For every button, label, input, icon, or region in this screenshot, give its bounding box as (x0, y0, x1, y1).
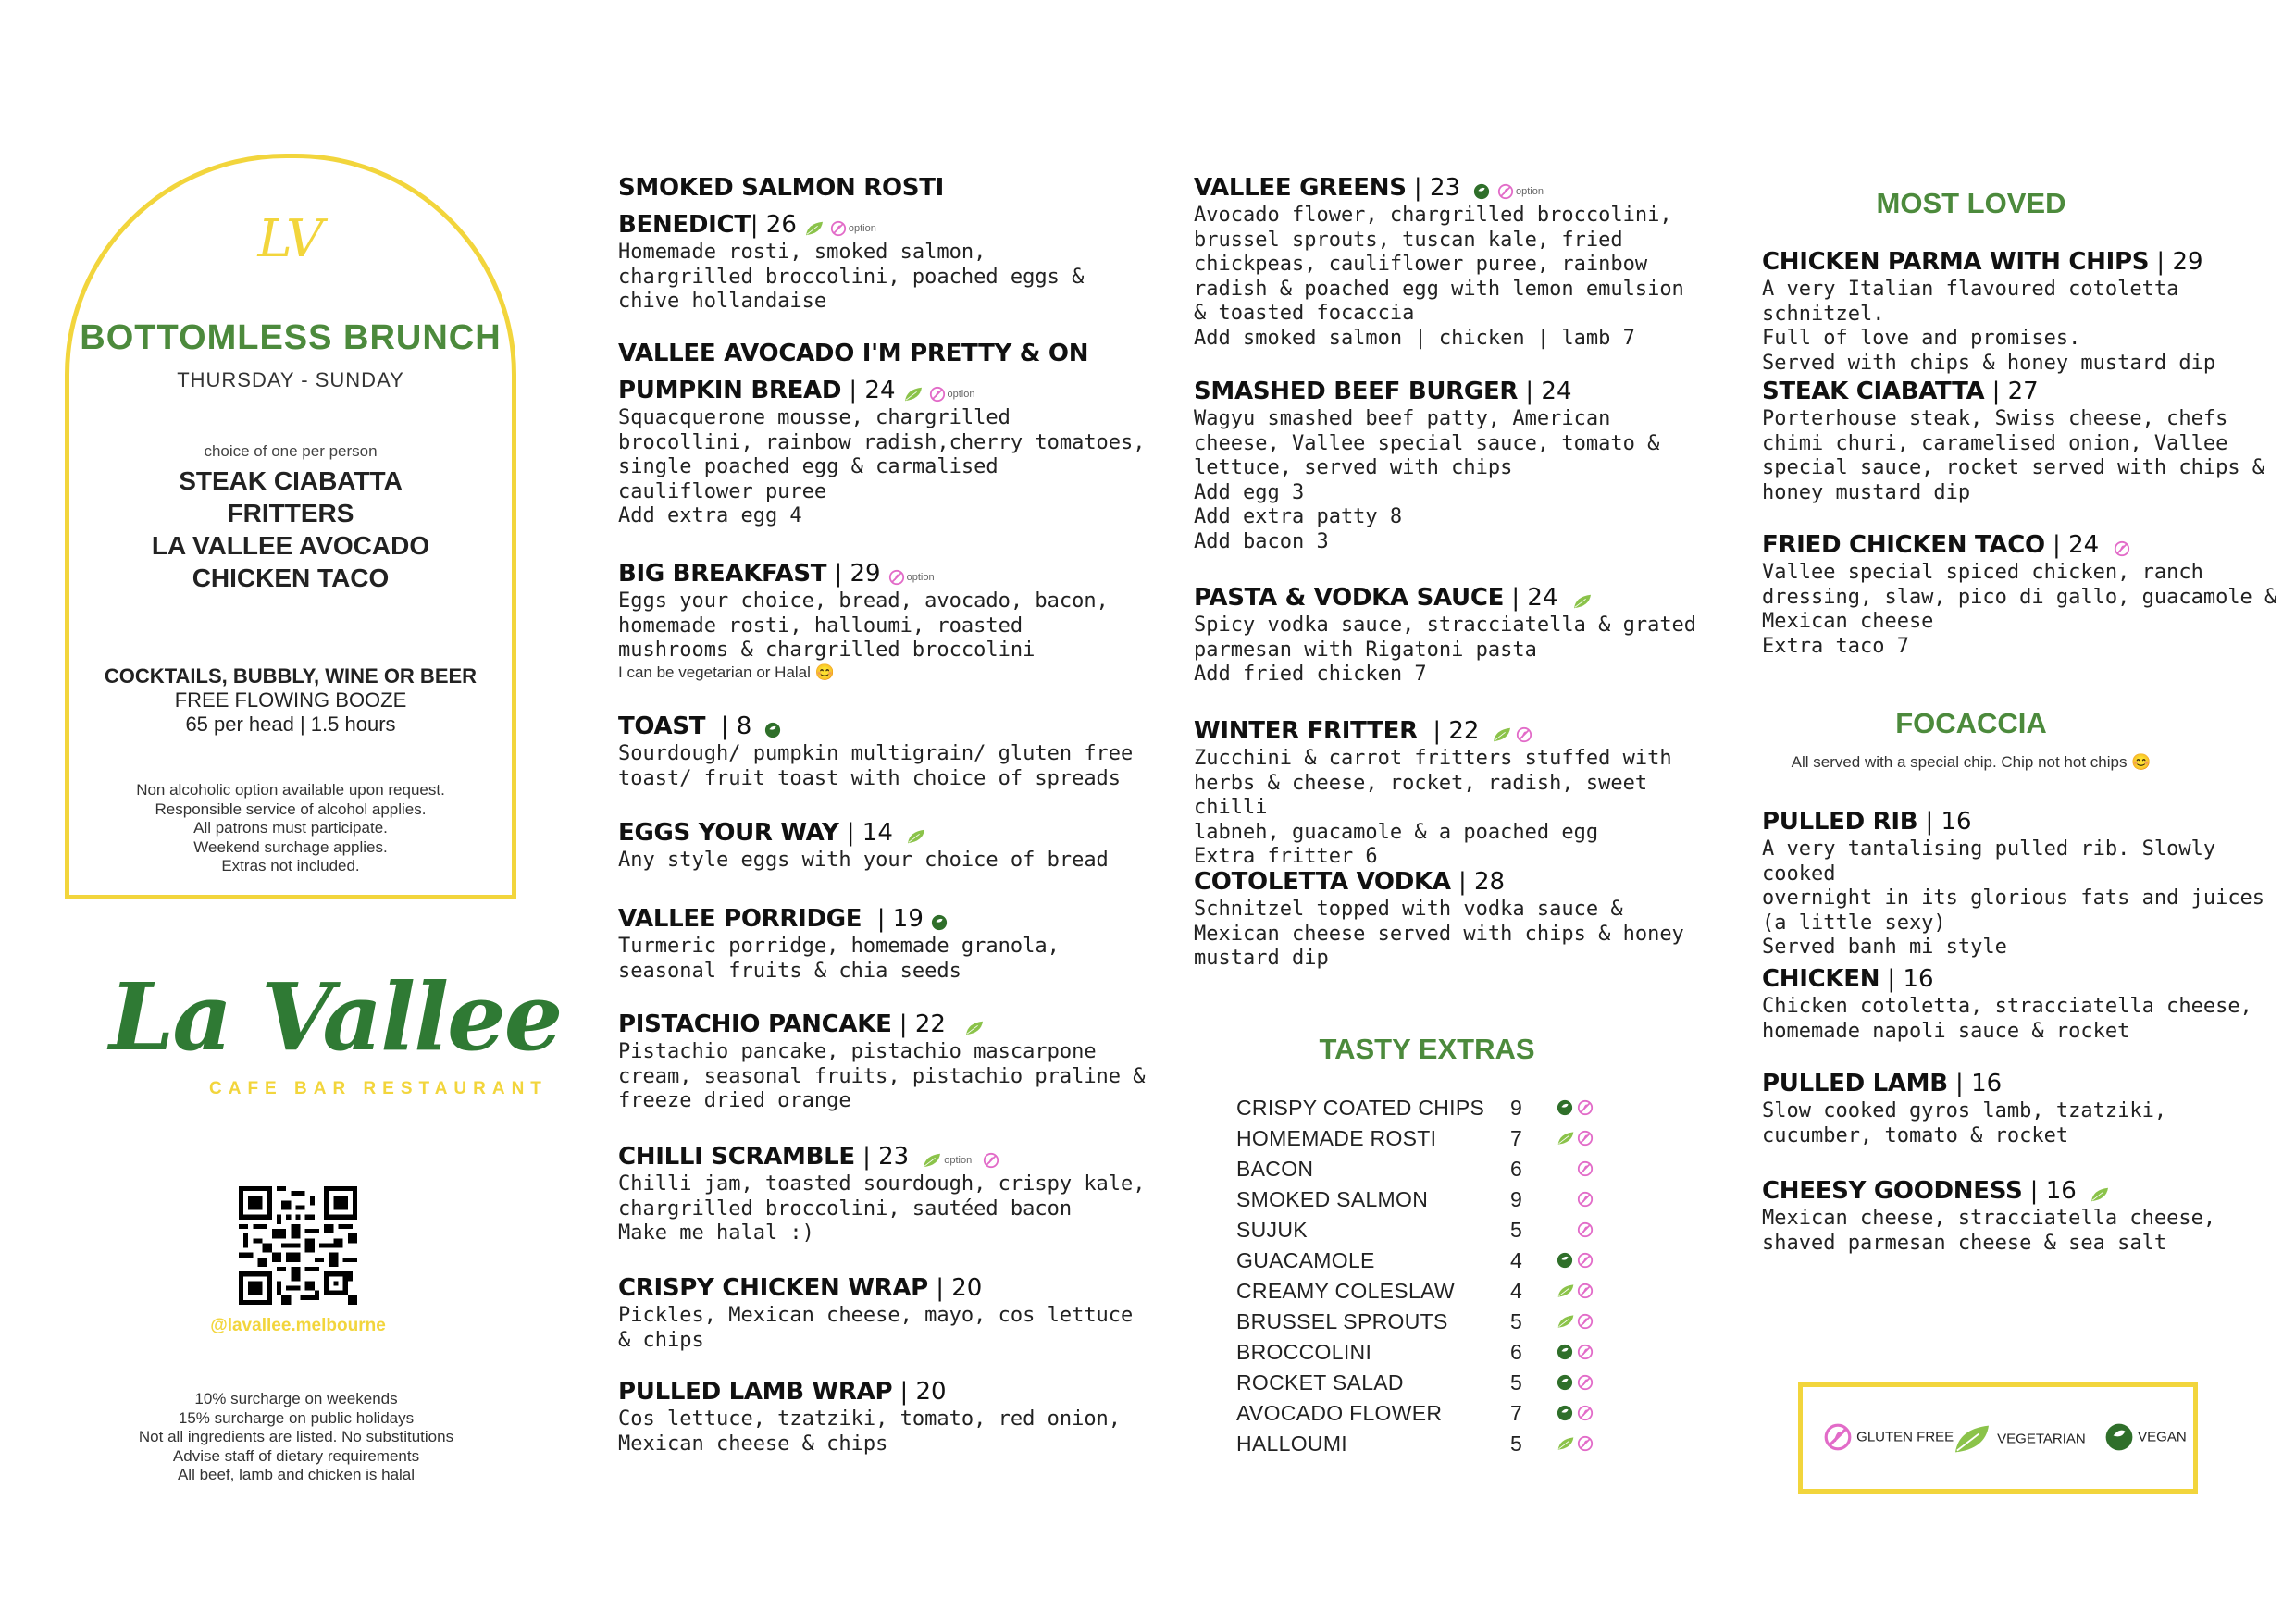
menu-item (1194, 584, 1696, 688)
vegetarian-icon (1492, 726, 1512, 743)
vegetarian-icon (1951, 1422, 1993, 1456)
desc-line: Served with chips & honey mustard dip (1762, 351, 2216, 375)
item-name: TOAST (618, 713, 706, 740)
item-name: PASTA & VODKA SAUCE (1194, 584, 1505, 612)
desc-line: Extra taco 7 (1762, 634, 1909, 658)
extra-price: 6 (1510, 1157, 1522, 1181)
item-price: | 23 (854, 1143, 910, 1171)
lv-monogram: LV (257, 209, 324, 269)
extra-diet-icons (1557, 1281, 1612, 1305)
desc-line: (a little sexy) (1762, 911, 1946, 935)
desc-line: toast/ fruit toast with choice of spreads (618, 766, 1122, 790)
booze-line: FREE FLOWING BOOZE (174, 688, 407, 712)
desc-line: Zucchini & carrot fritters stuffed with (1194, 747, 1672, 770)
gluten-free-icon (1577, 1160, 1594, 1177)
gluten-free-icon (1516, 726, 1532, 743)
menu-item (618, 713, 1133, 791)
footer-notes (74, 1390, 518, 1485)
item-description (1762, 995, 2252, 1044)
desc-line: chickpeas, cauliflower puree, rainbow (1194, 253, 1648, 277)
item-price: | 24 (2044, 531, 2100, 559)
brunch-note: Extras not included. (221, 857, 360, 874)
desc-line: dressing, slaw, pico di gallo, guacamole & (1762, 585, 2277, 609)
vegan-icon (764, 722, 781, 738)
item-name: PUMPKIN BREAD (618, 377, 842, 404)
desc-line: chargrilled broccolini, sautéed bacon (618, 1196, 1073, 1221)
desc-line: Vallee special spiced chicken, ranch (1762, 561, 2203, 584)
desc-line: Slow cooked gyros lamb, tzatziki, (1762, 1099, 2167, 1122)
vegan-icon (1473, 183, 1490, 200)
item-description (1762, 561, 2276, 659)
item-description (618, 1040, 1146, 1114)
brunch-note: All patrons must participate. (193, 819, 388, 837)
gluten-free-icon (2114, 540, 2130, 557)
desc-line: mustard dip (1194, 947, 1329, 971)
item-name: SMASHED BEEF BURGER (1194, 378, 1519, 405)
desc-line: brussel sprouts, tuscan kale, fried (1194, 228, 1623, 252)
desc-line: Mexican cheese (1762, 610, 1934, 634)
menu-item (618, 1378, 1121, 1457)
item-description (1194, 407, 1659, 555)
legend-label: VEGAN (2138, 1429, 2187, 1445)
item-description (618, 1172, 1146, 1246)
menu-item (618, 1010, 1146, 1114)
desc-line: Pickles, Mexican cheese, mayo, cos lettuce (618, 1304, 1134, 1327)
extra-name: CRISPY COATED CHIPS (1236, 1096, 1485, 1120)
desc-line: cheese, Vallee special sauce, tomato & (1194, 431, 1660, 455)
item-name: PULLED RIB (1762, 808, 1918, 836)
item-name: BENEDICT (618, 211, 751, 239)
qr-code[interactable] (239, 1186, 357, 1305)
item-description (1762, 1099, 2166, 1148)
item-description (1762, 407, 2264, 505)
menu-item (1762, 531, 2276, 659)
item-name: VALLEE GREENS (1194, 174, 1407, 202)
desc-line: Spicy vodka sauce, stracciatella & grated (1194, 614, 1697, 637)
vegetarian-icon (906, 828, 926, 845)
brunch-choice: CHICKEN TACO (192, 564, 390, 592)
desc-line: Pistachio pancake, pistachio mascarpone (618, 1040, 1097, 1063)
item-price: | 26 (750, 211, 797, 239)
vegan-icon (931, 914, 948, 931)
item-description (618, 406, 1146, 529)
desc-line: & toasted focaccia (1194, 302, 1415, 326)
item-name: STEAK CIABATTA (1762, 378, 1985, 405)
desc-line: Cos lettuce, tzatziki, tomato, red onion, (618, 1407, 1122, 1431)
desc-line: Add extra egg 4 (618, 504, 802, 528)
desc-line: Add bacon 3 (1194, 529, 1329, 553)
gluten-free-icon (888, 569, 905, 586)
menu-item (618, 1274, 1133, 1353)
desc-line: & chips (618, 1328, 704, 1352)
gluten-free-icon (1497, 183, 1514, 200)
desc-line: chive hollandaise (618, 290, 827, 314)
item-price: | 8 (705, 713, 752, 740)
most-loved-title: MOST LOVED (1876, 187, 2066, 219)
extra-diet-icons (1557, 1128, 1612, 1152)
extra-diet-icons (1557, 1403, 1612, 1427)
desc-line: chargrilled broccolini, poached eggs & (618, 265, 1085, 289)
item-price: | 27 (1984, 378, 2039, 405)
focaccia-note: All served with a special chip. Chip not hot chips 😊 (1791, 753, 2152, 771)
legend-label: VEGETARIAN (1997, 1431, 2086, 1447)
brunch-choice: STEAK CIABATTA (179, 466, 403, 495)
gluten-free-icon (983, 1152, 999, 1169)
vegan-icon (1557, 1252, 1573, 1269)
desc-line: Full of love and promises. (1762, 327, 2081, 351)
item-name: VALLEE AVOCADO I'M PRETTY & ON (618, 340, 1089, 367)
brunch-note: Weekend surchage applies. (193, 837, 388, 856)
desc-line: Add fried chicken 7 (1194, 663, 1427, 687)
desc-line: mushrooms & chargrilled broccolini (618, 638, 1036, 663)
la-vallee-logo: La Vallee (109, 962, 562, 1072)
extra-name: HALLOUMI (1236, 1432, 1347, 1456)
menu-item (618, 174, 1084, 315)
menu-item (1194, 378, 1659, 555)
desc-line: overnight in its glorious fats and juices (1762, 886, 2265, 911)
desc-line: Mexican cheese & chips (618, 1432, 888, 1456)
desc-line: Turmeric porridge, homemade granola, (618, 935, 1060, 958)
extra-price: 4 (1510, 1248, 1522, 1272)
instagram-handle[interactable]: @lavallee.melbourne (210, 1316, 386, 1335)
menu-item (618, 560, 1109, 682)
desc-line: Chilli jam, toasted sourdough, crispy kale, (618, 1172, 1146, 1196)
item-price: | 28 (1450, 868, 1506, 896)
gluten-free-icon (1577, 1252, 1594, 1269)
option-label: option (906, 571, 935, 583)
item-name: WINTER FRITTER (1194, 717, 1418, 745)
item-description (1762, 278, 2280, 376)
item-name: CRISPY CHICKEN WRAP (618, 1274, 928, 1302)
footer-note: 15% surcharge on public holidays (178, 1408, 415, 1427)
vegetarian-icon (1557, 1130, 1575, 1147)
gluten-free-icon (1823, 1422, 1853, 1452)
item-name: PULLED LAMB WRAP (618, 1378, 893, 1406)
desc-line: honey mustard dip (1762, 480, 1971, 504)
focaccia-title: FOCACCIA (1895, 707, 2047, 739)
gluten-free-icon (1577, 1435, 1594, 1452)
vegan-icon (1557, 1374, 1573, 1391)
legend-vegan (2104, 1422, 2187, 1452)
desc-line: Avocado flower, chargrilled broccolini, (1194, 204, 1672, 227)
desc-line: seasonal fruits & chia seeds (618, 959, 961, 983)
item-description (618, 1304, 1133, 1353)
item-description (1762, 837, 2280, 961)
option-label: option (944, 1154, 973, 1166)
extra-diet-icons (1557, 1220, 1612, 1244)
brunch-notes (65, 781, 516, 876)
desc-line: Mexican cheese, stracciatella cheese, (1762, 1207, 2216, 1230)
desc-line: lettuce, served with chips (1194, 456, 1513, 480)
item-price: | 29 (2149, 248, 2203, 276)
legend-label: GLUTEN FREE (1856, 1429, 1954, 1445)
booze-price: 65 per head | 1.5 hours (185, 713, 396, 736)
desc-line: single poached egg & carmalised (618, 455, 999, 479)
brunch-days: THURSDAY - SUNDAY (177, 368, 404, 391)
item-price: | 16 (1917, 808, 1972, 836)
item-price: | 14 (838, 819, 893, 847)
menu-item (1762, 378, 2264, 505)
option-label: option (1516, 185, 1544, 197)
vegetarian-icon (1557, 1283, 1575, 1299)
vegetarian-icon (1557, 1435, 1575, 1452)
brunch-choice: FRITTERS (227, 499, 354, 527)
desc-line: Add extra patty 8 (1194, 505, 1403, 529)
item-price: | 24 (841, 377, 896, 404)
menu-item (1762, 1070, 2166, 1148)
item-description (1194, 898, 1684, 972)
vegetarian-icon (922, 1152, 942, 1169)
menu-item (1194, 174, 1684, 352)
menu-item (1194, 717, 1712, 870)
brunch-title: BOTTOMLESS BRUNCH (80, 318, 502, 357)
footer-note: All beef, lamb and chicken is halal (177, 1466, 416, 1483)
desc-line: Mexican cheese served with chips & honey (1194, 922, 1684, 946)
desc-line: homemade rosti, halloumi, roasted (618, 614, 1023, 638)
vegan-icon (2104, 1422, 2134, 1452)
desc-line: labneh, guacamole & a poached egg (1194, 820, 1599, 844)
item-price: | 23 (1406, 174, 1461, 202)
desc-line: Wagyu smashed beef patty, American (1194, 407, 1611, 430)
item-name: VALLEE PORRIDGE (618, 905, 862, 933)
desc-line: cucumber, tomato & rocket (1762, 1123, 2069, 1147)
desc-line: Squacquerone mousse, chargrilled (618, 406, 1011, 429)
desc-line: special sauce, rocket served with chips & (1762, 456, 2265, 480)
extra-name: AVOCADO FLOWER (1236, 1401, 1443, 1425)
desc-line: parmesan with Rigatoni pasta (1194, 638, 1537, 662)
item-name: CHEESY GOODNESS (1762, 1177, 2023, 1205)
item-name: FRIED CHICKEN TACO (1762, 531, 2045, 559)
desc-line: herbs & cheese, rocket, radish, sweet chilli (1194, 771, 1648, 820)
extra-price: 7 (1510, 1401, 1522, 1425)
desc-line: Served banh mi style (1762, 936, 2007, 960)
desc-line: A very tantalising pulled rib. Slowly cooked (1762, 837, 2216, 886)
desc-line: Homemade rosti, smoked salmon, (618, 241, 986, 264)
option-label: option (848, 222, 876, 234)
item-price: | 16 (1879, 965, 1934, 993)
item-price: | 22 (891, 1010, 946, 1038)
extra-diet-icons (1557, 1311, 1612, 1335)
desc-line: radish & poached egg with lemon emulsion (1194, 277, 1684, 301)
extra-name: GUACAMOLE (1236, 1248, 1375, 1272)
extra-price: 9 (1510, 1096, 1522, 1120)
menu-item (1762, 808, 2280, 961)
item-note: I can be vegetarian or Halal 😊 (618, 663, 835, 681)
desc-line: Add smoked salmon | chicken | lamb 7 (1194, 326, 1635, 350)
vegetarian-icon (964, 1020, 985, 1036)
extra-price: 5 (1510, 1309, 1522, 1333)
extra-name: BACON (1236, 1157, 1314, 1181)
extra-name: SUJUK (1236, 1218, 1308, 1242)
extra-price: 5 (1510, 1370, 1522, 1395)
extra-diet-icons (1557, 1189, 1612, 1213)
extra-price: 6 (1510, 1340, 1522, 1364)
item-description (1762, 1207, 2215, 1256)
booze-details (65, 688, 516, 737)
item-description (618, 589, 1109, 663)
vegetarian-icon (2090, 1186, 2110, 1203)
extra-price: 9 (1510, 1187, 1522, 1211)
extra-diet-icons (1557, 1433, 1612, 1457)
brunch-choice: LA VALLEE AVOCADO (151, 531, 430, 560)
extra-price: 5 (1510, 1218, 1522, 1242)
item-name: PULLED LAMB (1762, 1070, 1948, 1097)
extra-diet-icons (1557, 1342, 1612, 1366)
desc-line: brocollini, rainbow radish,cherry tomatoes, (618, 430, 1146, 454)
item-price: | 16 (1947, 1070, 2003, 1097)
gluten-free-icon (830, 220, 847, 237)
gluten-free-icon (1577, 1313, 1594, 1330)
logo-tagline: CAFE BAR RESTAURANT (209, 1079, 548, 1098)
vegan-icon (1557, 1344, 1573, 1360)
legend-vegetarian (1951, 1422, 2086, 1456)
desc-line: Schnitzel topped with vodka sauce & (1194, 898, 1623, 921)
extra-price: 4 (1510, 1279, 1522, 1303)
vegetarian-icon (804, 220, 825, 237)
extra-name: BROCCOLINI (1236, 1340, 1372, 1364)
item-description (618, 849, 1109, 874)
vegetarian-icon (903, 386, 924, 403)
footer-note: Not all ingredients are listed. No substitutions (138, 1428, 454, 1445)
menu-item (1762, 248, 2280, 376)
item-name: SMOKED SALMON ROSTI (618, 174, 945, 202)
menu-item (1762, 1177, 2215, 1256)
desc-line: Chicken cotoletta, stracciatella cheese, (1762, 995, 2252, 1018)
desc-line: chimi churi, caramelised onion, Vallee (1762, 431, 2228, 455)
extra-name: ROCKET SALAD (1236, 1370, 1404, 1395)
desc-line: homemade napoli sauce & rocket (1762, 1019, 2130, 1043)
item-price: | 19 (862, 905, 924, 933)
gluten-free-icon (1577, 1283, 1594, 1299)
desc-line: cream, seasonal fruits, pistachio praline & (618, 1064, 1146, 1088)
desc-line: Extra fritter 6 (1194, 845, 1378, 869)
item-name: CHICKEN PARMA WITH CHIPS (1762, 248, 2150, 276)
gluten-free-icon (1577, 1099, 1594, 1116)
menu-item (618, 340, 1146, 529)
item-description (618, 1407, 1121, 1457)
desc-line: Porterhouse steak, Swiss cheese, chefs (1762, 407, 2228, 430)
item-name: CHICKEN (1762, 965, 1880, 993)
brunch-note: Non alcoholic option available upon request. (136, 781, 445, 799)
item-description (618, 935, 1060, 984)
item-price: | 22 (1417, 717, 1480, 745)
brunch-choices (65, 465, 516, 594)
gluten-free-icon (1577, 1405, 1594, 1421)
item-name: CHILLI SCRAMBLE (618, 1143, 855, 1171)
menu-item (618, 819, 1109, 874)
desc-line: Sourdough/ pumpkin multigrain/ gluten free (618, 742, 1134, 765)
booze-heading: COCKTAILS, BUBBLY, WINE OR BEER (104, 664, 478, 688)
extra-name: CREAMY COLESLAW (1236, 1279, 1455, 1303)
gluten-free-icon (1577, 1374, 1594, 1391)
gluten-free-icon (1577, 1191, 1594, 1208)
tasty-extras-title: TASTY EXTRAS (1319, 1033, 1535, 1065)
item-price: | 29 (826, 560, 881, 588)
vegan-icon (1557, 1405, 1573, 1421)
desc-line: Make me halal :) (618, 1221, 814, 1246)
footer-note: Advise staff of dietary requirements (172, 1446, 420, 1465)
menu-item (618, 1143, 1146, 1246)
gluten-free-icon (1577, 1130, 1594, 1147)
item-name: PISTACHIO PANCAKE (618, 1010, 892, 1038)
item-description (618, 241, 1084, 315)
item-price: | 24 (1518, 378, 1572, 405)
item-name: COTOLETTA VODKA (1194, 868, 1451, 896)
desc-line: A very Italian flavoured cotoletta schnitzel. (1762, 278, 2179, 326)
desc-line: cauliflower puree (618, 479, 827, 503)
vegetarian-icon (1572, 593, 1593, 610)
item-name: EGGS YOUR WAY (618, 819, 839, 847)
extra-price: 5 (1510, 1432, 1522, 1456)
gluten-free-icon (1577, 1221, 1594, 1238)
menu-item (1194, 868, 1684, 972)
item-description (1194, 204, 1684, 352)
item-name: BIG BREAKFAST (618, 560, 827, 588)
extra-name: SMOKED SALMON (1236, 1187, 1429, 1211)
extra-name: HOMEMADE ROSTI (1236, 1126, 1437, 1150)
menu-item (1762, 965, 2252, 1044)
desc-line: shaved parmesan cheese & sea salt (1762, 1231, 2167, 1255)
extra-name: BRUSSEL SPROUTS (1236, 1309, 1448, 1333)
vegan-icon (1557, 1099, 1573, 1116)
extra-price: 7 (1510, 1126, 1522, 1150)
gluten-free-icon (1577, 1344, 1594, 1360)
brunch-note: Responsible service of alcohol applies. (155, 800, 427, 818)
legend-gluten-free (1823, 1422, 1954, 1452)
option-label: option (947, 388, 975, 400)
extra-diet-icons (1557, 1372, 1612, 1396)
item-description (1194, 747, 1712, 870)
extra-diet-icons (1557, 1250, 1612, 1274)
item-price: | 20 (927, 1274, 983, 1302)
extra-diet-icons (1557, 1159, 1612, 1183)
desc-line: Any style eggs with your choice of bread (618, 849, 1109, 872)
menu-item (618, 905, 1060, 984)
desc-line: Add egg 3 (1194, 480, 1305, 504)
diet-legend (1798, 1382, 2198, 1494)
item-price: | 16 (2022, 1177, 2077, 1205)
item-description (1194, 614, 1696, 688)
brunch-choice-note: choice of one per person (204, 442, 378, 460)
desc-line: freeze dried orange (618, 1089, 851, 1113)
item-price: | 24 (1504, 584, 1558, 612)
vegetarian-icon (1557, 1313, 1575, 1330)
item-price: | 20 (892, 1378, 947, 1406)
item-description (618, 742, 1133, 791)
gluten-free-icon (929, 386, 946, 403)
desc-line: Eggs your choice, bread, avocado, bacon, (618, 589, 1109, 613)
extra-diet-icons (1557, 1097, 1612, 1122)
footer-note: 10% surcharge on weekends (194, 1390, 398, 1407)
